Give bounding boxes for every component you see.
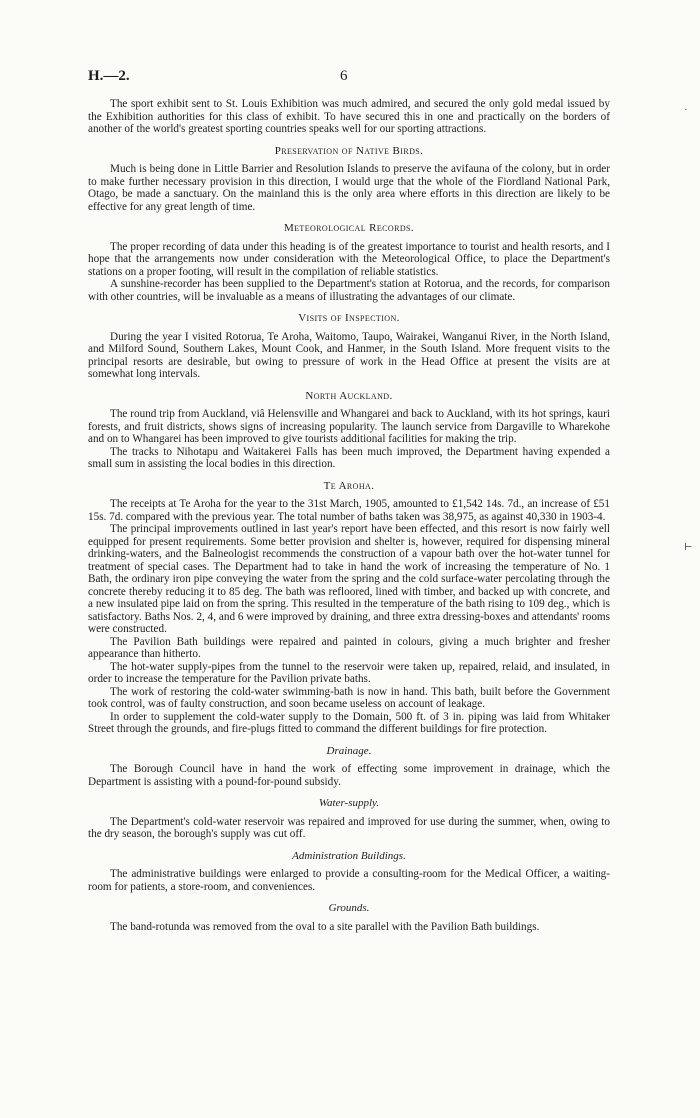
paragraph-te-aroha-1: The receipts at Te Aroha for the year to the 31st March, 1905, amounted to £1,542 14s. 7d., an increase of £51 15s. 7d. compared with the previous year. The total number of baths taken was 38,975, as against 40,330 in 1903-4.: [88, 498, 610, 523]
heading-water-supply: Water-supply.: [318, 797, 380, 809]
heading-native-birds: Preservation of Native Birds.: [274, 144, 424, 157]
paragraph-drainage: The Borough Council have in hand the work of effecting some improvement in drainage, which the Department is assisting with a pound-for-pound subsidy.: [88, 763, 610, 788]
margin-mark: ˯: [684, 100, 688, 111]
paragraph-meteorological-2: A sunshine-recorder has been supplied to the Department's station at Rotorua, and the records, for comparison with other countries, will be invaluable as a means of illustrating the advantages of our climate.: [88, 278, 610, 303]
document-body: [88, 98, 610, 933]
heading-drainage: Drainage.: [326, 744, 372, 757]
paragraph-grounds: The band-rotunda was removed from the oval to a site parallel with the Pavilion Bath buildings.: [110, 920, 540, 933]
heading-visits: Visits of Inspection.: [298, 312, 400, 324]
heading-te-aroha: Te Aroha.: [323, 479, 375, 492]
margin-mark: ⊢: [684, 542, 693, 553]
paragraph-meteorological-1: The proper recording of data under this heading is of the greatest importance to tourist and health resorts, and I hope that the arrangements now under consideration with the Meteorological Office, to place the Department's stations on a proper footing, will result in the compilation of reliable statistics.: [88, 240, 610, 278]
paragraph-visits: During the year I visited Rotorua, Te Aroha, Waitomo, Taupo, Wairakei, Wanganui River, in the North Island, and Milford Sound, Southern Lakes, Mount Cook, and Hanmer, in the South Island. More frequent visits to the principal resorts are desirable, but owing to pressure of work in the Head Office at present the visits are at somewhat long intervals.: [88, 330, 610, 380]
document-id: H.—2.: [88, 68, 130, 84]
paragraph-te-aroha-2: The principal improvements outlined in last year's report have been effected, and this resort is now fairly well equipped for present requirements. Some better provision and shelter is, however, required for dispensing mineral drinking-waters, and the Balneologist recommends the construction of a vapour bath over the hot-water tunnel for treatment of special cases. The Department had to take in hand the work of increasing the temperature of No. 1 Bath, the ordinary iron pipe conveying the water from the spring and the cold surface-water percolating through the concrete thereby reducing it to 85 deg. The bath was refloored, lined with timber, and backed up with concrete, and a new insulated pipe laid on from the spring. This resulted in the temperature of the bath rising to 109 deg., which is satisfactory. Baths Nos. 2, 4, and 6 were improved by draining, and three extra dressing-boxes and attendants' rooms were constructed.: [88, 523, 610, 635]
paragraph-administration-buildings: The administrative buildings were enlarged to provide a consulting-room for the Medical Officer, a waiting-room for patients, a store-room, and conveniences.: [88, 868, 610, 893]
heading-north-auckland: North Auckland.: [305, 389, 393, 402]
paragraph-sport: The sport exhibit sent to St. Louis Exhibition was much admired, and secured the only gold medal issued by the Exhibition authorities for this class of exhibit. To have secured this in one and practically on the borders of another of the world's greatest sporting countries speaks well for our sporting attractions.: [88, 98, 610, 135]
page-header: [88, 68, 608, 88]
paragraph-water-supply: The Department's cold-water reservoir was repaired and improved for use during the summer, when, owing to the dry season, the borough's supply was cut off.: [88, 815, 610, 840]
paragraph-te-aroha-3: The Pavilion Bath buildings were repaired and painted in colours, giving a much brighter and fresher appearance than hitherto.: [88, 635, 610, 660]
page-number: 6: [340, 68, 348, 84]
paragraph-native-birds: Much is being done in Little Barrier and Resolution Islands to preserve the avifauna of the colony, but in order to make further necessary provision in this direction, I would urge that the whole of the Fiordland National Park, Otago, be made a sanctuary. On the mainland this is the only area where efforts in this direction are likely to be effective for any great length of time.: [88, 163, 610, 213]
paragraph-te-aroha-5: The work of restoring the cold-water swimming-bath is now in hand. This bath, built before the Government took control, was of faulty construction, and soon became useless on account of leakage.: [88, 685, 610, 710]
paragraph-te-aroha-6: In order to supplement the cold-water supply to the Domain, 500 ft. of 3 in. piping was laid from Whitaker Street through the grounds, and fire-plugs fitted to command the different buildings for fire protection.: [88, 710, 610, 735]
heading-meteorological: Meteorological Records.: [283, 222, 415, 234]
paragraph-north-auckland-1: The round trip from Auckland, viâ Helensville and Whangarei and back to Auckland, with its hot springs, kauri forests, and fruit districts, shows signs of increasing popularity. The launch service from Dargaville to Wharekohe and on to Whangarei has been improved to give tourists additional facilities for making the trip.: [88, 408, 610, 445]
paragraph-te-aroha-4: The hot-water supply-pipes from the tunnel to the reservoir were taken up, repaired, relaid, and insulated, in order to increase the temperature for the Pavilion private baths.: [88, 660, 610, 685]
paragraph-north-auckland-2: The tracks to Nihotapu and Waitakerei Falls has been much improved, the Department having expended a small sum in assisting the local bodies in this direction.: [88, 445, 610, 470]
heading-grounds: Grounds.: [328, 902, 370, 914]
heading-administration-buildings: Administration Buildings.: [292, 849, 406, 862]
